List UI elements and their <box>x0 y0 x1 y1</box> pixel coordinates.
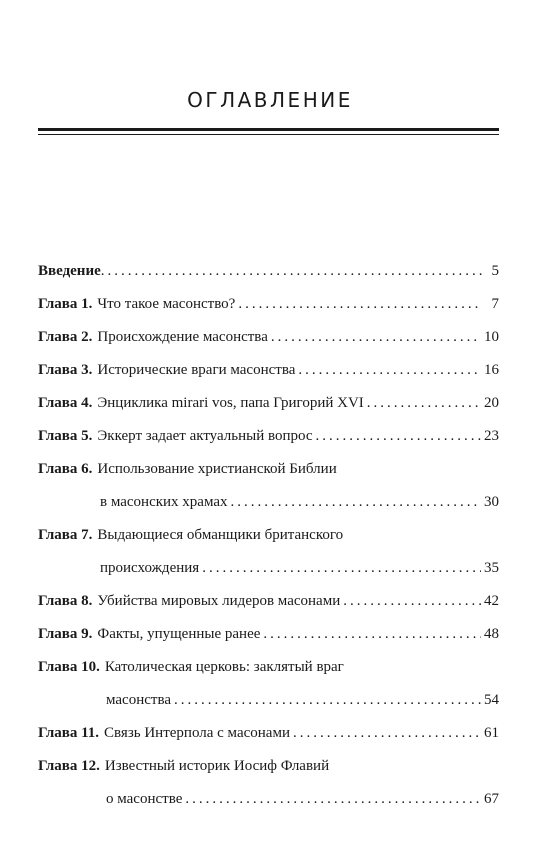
dot-leader <box>202 555 481 581</box>
toc-entry-chapter-6[interactable] <box>38 456 499 522</box>
entry-label: Глава 1. <box>38 296 93 312</box>
entry-label: Глава 3. <box>38 362 93 378</box>
dot-leader <box>231 489 482 515</box>
toc-entry-chapter-12[interactable] <box>38 753 499 819</box>
entry-label: Глава 6. <box>38 461 93 477</box>
page-number: 42 <box>484 593 499 609</box>
dot-leader <box>316 423 481 449</box>
entry-title: Эккерт задает актуальный вопрос <box>97 428 313 444</box>
page-number: 54 <box>484 692 499 708</box>
page-number: 20 <box>484 395 499 411</box>
entry-label: Введение <box>38 263 101 279</box>
page-number: 10 <box>484 329 499 345</box>
toc-entry-chapter-7[interactable] <box>38 522 499 588</box>
entry-title: Происхождение масонства <box>97 329 268 345</box>
entry-title: Выдающиеся обманщики британского <box>97 527 344 543</box>
dot-leader <box>185 786 481 812</box>
page-number: 23 <box>484 428 499 444</box>
toc-entry-chapter-4[interactable] <box>38 390 499 423</box>
dot-leader <box>298 357 481 383</box>
entry-label: Глава 11. <box>38 725 100 741</box>
entry-label: Глава 4. <box>38 395 93 411</box>
toc-entry-chapter-3[interactable] <box>38 357 499 390</box>
page-number: 48 <box>484 626 499 642</box>
toc-entry-chapter-5[interactable] <box>38 423 499 456</box>
toc-entry-chapter-1[interactable] <box>38 291 499 324</box>
toc-entry-intro[interactable] <box>38 258 499 291</box>
entry-title: Что такое масонство? <box>97 296 236 312</box>
entry-title: Использование христианской Библии <box>97 461 337 477</box>
table-of-contents <box>38 258 499 819</box>
entry-label: Глава 2. <box>38 329 93 345</box>
entry-label: Глава 10. <box>38 659 100 675</box>
toc-entry-chapter-9[interactable] <box>38 621 499 654</box>
entry-title-continued: в масонских храмах <box>100 494 228 510</box>
entry-title: Католическая церковь: заклятый враг <box>104 659 344 675</box>
entry-label: Глава 12. <box>38 758 100 774</box>
dot-leader <box>367 390 481 416</box>
entry-label: Глава 5. <box>38 428 93 444</box>
toc-entry-chapter-10[interactable] <box>38 654 499 720</box>
page-number: 5 <box>491 263 499 279</box>
dot-leader <box>238 291 482 317</box>
entry-title: Убийства мировых лидеров масонами <box>97 593 341 609</box>
entry-title: Известный историк Иосиф Флавий <box>104 758 330 774</box>
toc-entry-chapter-2[interactable] <box>38 324 499 357</box>
entry-title: Связь Интерпола с масонами <box>104 725 290 741</box>
entry-title: Исторические враги масонства <box>97 362 296 378</box>
dot-leader <box>343 588 481 614</box>
dot-leader <box>293 720 481 746</box>
entry-title-continued: о масонстве <box>106 791 183 807</box>
dot-leader <box>263 621 481 647</box>
page-number: 35 <box>484 560 499 576</box>
dot-leader <box>174 687 481 713</box>
title-rule <box>38 128 499 135</box>
page-number: 67 <box>484 791 499 807</box>
toc-entry-chapter-8[interactable] <box>38 588 499 621</box>
entry-label: Глава 9. <box>38 626 93 642</box>
entry-title: Факты, упущенные ранее <box>97 626 261 642</box>
entry-title: Энциклика mirari vos, папа Григорий XVI <box>97 395 364 411</box>
page-number: 30 <box>484 494 499 510</box>
dot-leader <box>101 258 482 284</box>
toc-entry-chapter-11[interactable] <box>38 720 499 753</box>
page-number: 61 <box>484 725 499 741</box>
page-number: 16 <box>484 362 499 378</box>
entry-title-continued: масонства <box>106 692 171 708</box>
page-number: 7 <box>491 296 499 312</box>
entry-title-continued: происхождения <box>100 560 200 576</box>
dot-leader <box>271 324 481 350</box>
entry-label: Глава 7. <box>38 527 93 543</box>
page-title: ОГЛАВЛЕНИЕ <box>187 88 353 112</box>
entry-label: Глава 8. <box>38 593 93 609</box>
